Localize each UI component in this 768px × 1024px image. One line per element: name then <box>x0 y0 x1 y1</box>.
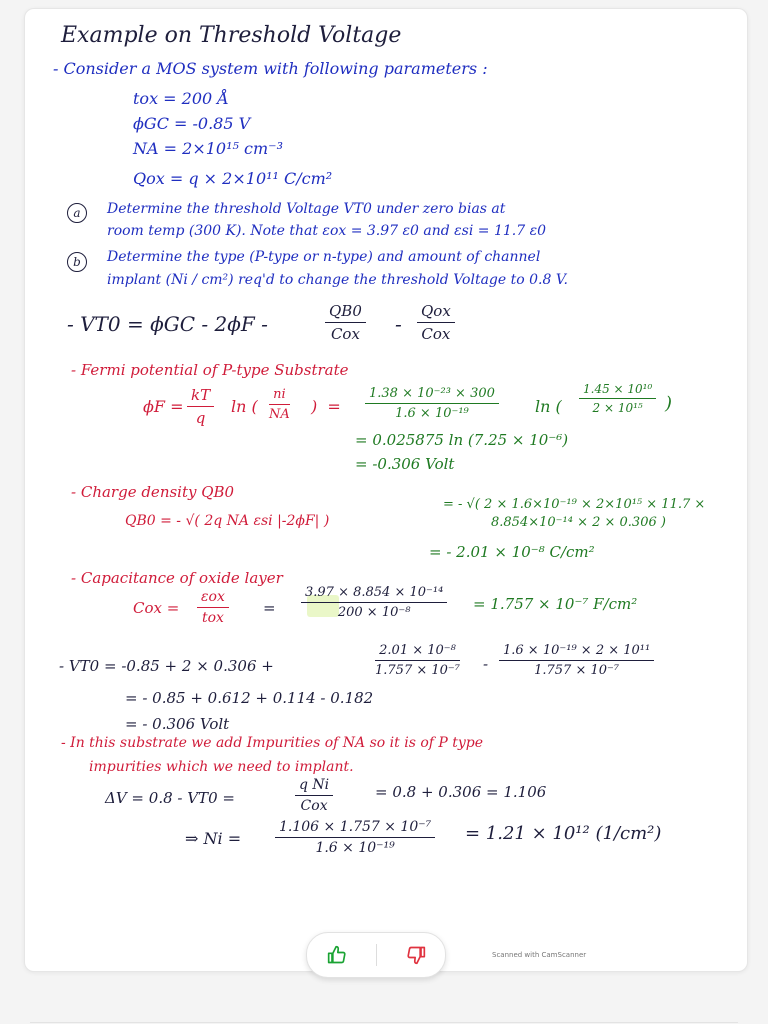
question-a-line2: room temp (300 K). Note that εox = 3.97 ε0 and εsi = 11.7 ε0 <box>107 223 547 239</box>
fraction-denominator: Cox <box>330 325 360 343</box>
cap-heading: - Capacitance of oxide layer <box>71 569 283 587</box>
scanned-page <box>24 8 748 972</box>
charge-heading: - Charge density QB0 <box>71 483 235 501</box>
ln-close: ) = <box>311 397 341 416</box>
fermi-value-fraction <box>365 386 499 421</box>
implant-line2: impurities which we need to implant. <box>89 759 354 775</box>
reaction-divider <box>376 944 377 966</box>
page-title: Example on Threshold Voltage <box>61 23 402 48</box>
vto-substitution: - VT0 = -0.85 + 2 × 0.306 + <box>59 657 274 675</box>
intro-text: - Consider a MOS system with following parameters : <box>53 59 488 78</box>
qbo-cox-values <box>375 643 460 678</box>
cap-result: = 1.757 × 10⁻⁷ F/cm² <box>473 595 638 613</box>
fraction-denominator: 1.6 × 10⁻¹⁹ <box>315 840 395 856</box>
fraction-denominator: 1.757 × 10⁻⁷ <box>534 663 620 678</box>
ni-fraction <box>275 819 435 856</box>
dislike-button[interactable] <box>396 940 436 970</box>
fraction-numerator: kT <box>187 386 214 407</box>
ni-na-values <box>579 382 656 415</box>
qni-over-cox <box>295 777 333 814</box>
qbo-over-cox <box>325 302 366 343</box>
fraction-denominator: q <box>195 409 206 427</box>
vto-equation-lhs: - VT0 = ϕGC - 2ϕF - <box>67 312 268 336</box>
fraction-denominator: 1.6 × 10⁻¹⁹ <box>395 406 469 421</box>
param-tox: tox = 200 Å <box>133 89 229 108</box>
ni-over-na <box>269 387 290 422</box>
vto-step3: = - 0.306 Volt <box>125 715 230 733</box>
charge-values-line2: 8.854×10⁻¹⁴ × 2 × 0.306 ) <box>491 515 666 530</box>
thumbs-up-icon <box>327 945 347 965</box>
fraction-denominator: Cox <box>300 798 328 814</box>
eox-over-tox <box>197 589 229 626</box>
scanner-watermark: Scanned with CamScanner <box>492 951 587 959</box>
fraction-denominator: NA <box>269 407 290 422</box>
divider <box>30 1022 738 1023</box>
fermi-step3: = -0.306 Volt <box>355 455 455 473</box>
fraction-denominator: 2 × 10¹⁵ <box>592 401 643 415</box>
delta-v-result: = 0.8 + 0.306 = 1.106 <box>375 783 547 801</box>
ni-result: = 1.21 × 10¹² (1/cm²) <box>465 823 662 844</box>
fraction-numerator: ni <box>269 387 290 405</box>
fermi-step2: = 0.025875 ln (7.25 × 10⁻⁶) <box>355 431 569 449</box>
implant-line1: - In this substrate we add Impurities of NA so it is of P type <box>61 735 484 751</box>
minus-sign: - <box>395 312 402 336</box>
fraction-numerator: 1.38 × 10⁻²³ × 300 <box>365 386 499 404</box>
question-a-line1: Determine the threshold Voltage VT0 under zero bias at <box>107 201 506 217</box>
fraction-numerator: QB0 <box>325 302 366 323</box>
cap-value-fraction <box>301 585 447 620</box>
fraction-numerator: 1.45 × 10¹⁰ <box>579 382 656 399</box>
charge-formula: QB0 = - √( 2q NA εsi |-2ϕF| ) <box>125 513 330 529</box>
question-b-line2: implant (Ni / cm²) req'd to change the threshold Voltage to 0.8 V. <box>107 272 568 288</box>
fraction-denominator: 1.757 × 10⁻⁷ <box>375 663 460 678</box>
fraction-numerator: q Ni <box>295 777 333 796</box>
fraction-numerator: 1.106 × 1.757 × 10⁻⁷ <box>275 819 435 838</box>
param-na: NA = 2×10¹⁵ cm⁻³ <box>133 139 283 158</box>
vto-step2: = - 0.85 + 0.612 + 0.114 - 0.182 <box>125 689 374 707</box>
charge-result: = - 2.01 × 10⁻⁸ C/cm² <box>429 543 595 561</box>
fraction-denominator: Cox <box>421 325 451 343</box>
like-button[interactable] <box>317 940 357 970</box>
ln-open-2: ln ( <box>535 397 562 416</box>
ln-open: ln ( <box>231 397 258 416</box>
handwritten-notes <box>25 9 747 971</box>
cap-equals: = <box>263 599 276 617</box>
ni-lhs: ⇒ Ni = <box>185 829 242 848</box>
fraction-numerator: εox <box>197 589 229 608</box>
cap-lhs: Cox = <box>133 599 180 617</box>
charge-values-line1: = - √( 2 × 1.6×10⁻¹⁹ × 2×10¹⁵ × 11.7 × <box>443 497 706 512</box>
fermi-lhs: ϕF = <box>143 397 184 416</box>
reaction-bar <box>306 932 446 978</box>
qox-over-cox <box>417 302 455 343</box>
qox-cox-values <box>499 643 654 678</box>
delta-v-lhs: ΔV = 0.8 - VT0 = <box>105 789 235 807</box>
ln-close-2: ) <box>665 393 673 414</box>
fraction-numerator: Qox <box>417 302 455 323</box>
fraction-denominator: 200 × 10⁻⁸ <box>337 605 411 620</box>
fraction-denominator: tox <box>201 610 224 626</box>
fraction-numerator: 3.97 × 8.854 × 10⁻¹⁴ <box>301 585 447 603</box>
question-b-marker: b <box>67 252 87 272</box>
question-b-line1: Determine the type (P-type or n-type) and amount of channel <box>107 249 541 265</box>
param-phi: ϕGC = -0.85 V <box>133 114 251 133</box>
fermi-heading: - Fermi potential of P-type Substrate <box>71 361 349 379</box>
param-qox: Qox = q × 2×10¹¹ C/cm² <box>133 169 333 188</box>
fraction-numerator: 2.01 × 10⁻⁸ <box>375 643 460 661</box>
fraction-numerator: 1.6 × 10⁻¹⁹ × 2 × 10¹¹ <box>499 643 654 661</box>
question-a-marker: a <box>67 203 87 223</box>
kt-over-q <box>187 386 214 427</box>
vto-minus: - <box>483 655 489 673</box>
thumbs-down-icon <box>406 945 426 965</box>
